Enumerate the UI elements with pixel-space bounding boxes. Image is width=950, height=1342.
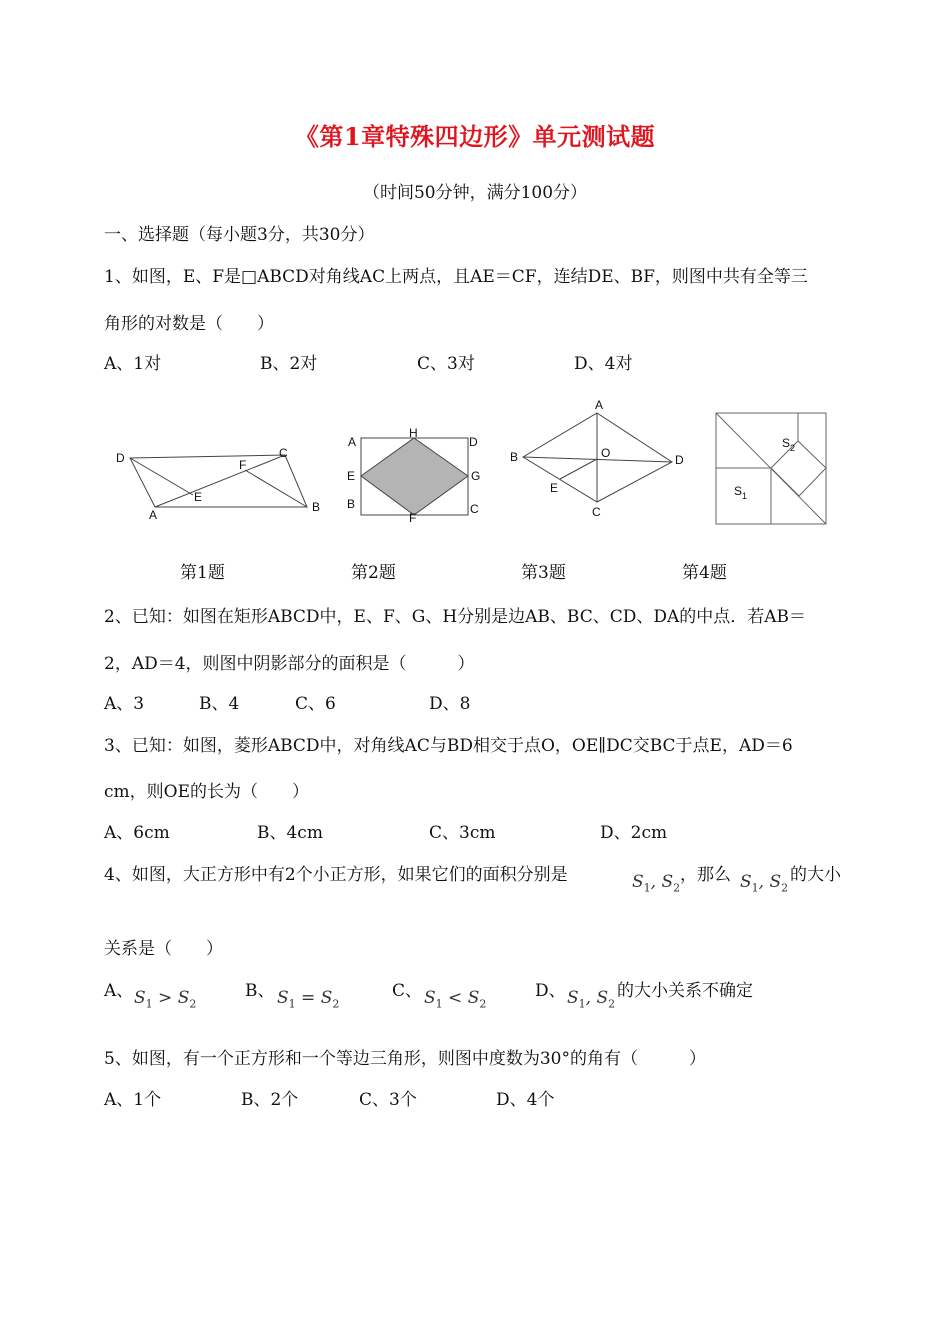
- q3-option-d: D、2cm: [600, 823, 668, 843]
- question-4-text-cont: 关系是（ ）: [104, 939, 223, 959]
- q2-option-b: B、4: [199, 694, 240, 714]
- q3-option-c: C、3cm: [429, 823, 496, 843]
- figure-1-parallelogram: [110, 440, 330, 530]
- label-a: A: [595, 398, 604, 412]
- s1-label: $S_1$: [734, 484, 748, 501]
- label-o: O: [601, 446, 611, 460]
- question-4-text-mid: ，那么: [680, 865, 731, 885]
- label-c: C: [592, 505, 601, 519]
- caption-figure-1: 第1题: [180, 563, 225, 583]
- question-1-text: 1、如图，E、F是□ABCD对角线AC上两点，且AE＝CF，连结DE、BF，则图中共有全等三: [104, 267, 808, 287]
- question-4-text-end: 的大小: [790, 865, 841, 885]
- caption-figure-3: 第3题: [521, 563, 566, 583]
- label-f: F: [239, 458, 247, 472]
- figure-3-rhombus: [505, 393, 695, 523]
- q2-option-a: A、3: [104, 694, 145, 714]
- question-4-text: 4、如图，大正方形中有2个小正方形，如果它们的面积分别是: [104, 865, 568, 885]
- s1-s2-expression-2: $S_1$, $S_2$: [740, 872, 789, 895]
- label-c: C: [470, 502, 479, 516]
- caption-figure-4: 第4题: [682, 563, 727, 583]
- q5-option-c: C、3个: [359, 1090, 417, 1110]
- q5-option-a: A、1个: [104, 1090, 162, 1110]
- figure-2-rectangle: [342, 425, 487, 525]
- page-title: 《第1章特殊四边形》单元测试题: [294, 122, 656, 151]
- question-3-text-cont: cm，则OE的长为（ ）: [104, 782, 309, 802]
- q1-option-d: D、4对: [574, 354, 633, 374]
- label-e: E: [550, 481, 559, 495]
- s2-label: $S_2$: [782, 436, 796, 453]
- label-f: F: [409, 511, 417, 525]
- s1-s2-expression: $S_1$, $S_2$: [632, 872, 681, 895]
- label-d: D: [469, 435, 478, 449]
- q3-option-b: B、4cm: [257, 823, 323, 843]
- exam-info: （时间50分钟，满分100分）: [362, 183, 588, 203]
- q4-option-a-prefix: A、: [104, 981, 134, 1001]
- q2-option-d: D、8: [429, 694, 471, 714]
- label-a: A: [348, 435, 357, 449]
- q4-option-c-prefix: C、: [392, 981, 423, 1001]
- q4-option-c-math: $S_1 < S_2$: [424, 988, 487, 1011]
- label-a: A: [149, 508, 158, 522]
- q4-option-b-math: $S_1 = S_2$: [277, 988, 340, 1011]
- q5-option-b: B、2个: [241, 1090, 299, 1110]
- label-b: B: [510, 450, 519, 464]
- label-d: D: [675, 453, 684, 467]
- label-b: B: [347, 497, 356, 511]
- q2-option-c: C、6: [295, 694, 336, 714]
- q4-option-a-math: $S_1 > S_2$: [134, 988, 197, 1011]
- label-h: H: [409, 426, 418, 440]
- q3-option-a: A、6cm: [104, 823, 170, 843]
- label-g: G: [471, 469, 481, 483]
- label-c: C: [279, 446, 288, 460]
- caption-figure-2: 第2题: [351, 563, 396, 583]
- q1-option-c: C、3对: [417, 354, 475, 374]
- question-1-text-cont: 角形的对数是（ ）: [104, 314, 274, 334]
- q4-option-b-prefix: B、: [245, 981, 275, 1001]
- section-heading: 一、选择题（每小题3分，共30分）: [104, 225, 375, 245]
- figure-4-squares: [710, 405, 835, 530]
- question-3-text: 3、已知：如图，菱形ABCD中，对角线AC与BD相交于点O，OE∥DC交BC于点E，AD＝6: [104, 736, 793, 756]
- q1-option-b: B、2对: [260, 354, 318, 374]
- label-b: B: [312, 500, 321, 514]
- label-d: D: [116, 451, 125, 465]
- question-2-text: 2、已知：如图在矩形ABCD中，E、F、G、H分别是边AB、BC、CD、DA的中点．若AB＝: [104, 607, 807, 627]
- q5-option-d: D、4个: [496, 1090, 555, 1110]
- label-e: E: [347, 469, 356, 483]
- question-2-text-cont: 2，AD＝4，则图中阴影部分的面积是（ ）: [104, 654, 475, 674]
- q1-option-a: A、1对: [104, 354, 162, 374]
- label-e: E: [194, 490, 203, 504]
- q4-option-d-prefix: D、: [535, 981, 566, 1001]
- q4-option-d-math: $S_1$, $S_2$: [567, 988, 616, 1011]
- q4-option-d-suffix: 的大小关系不确定: [617, 981, 753, 1001]
- question-5-text: 5、如图，有一个正方形和一个等边三角形，则图中度数为30°的角有（ ）: [104, 1049, 706, 1069]
